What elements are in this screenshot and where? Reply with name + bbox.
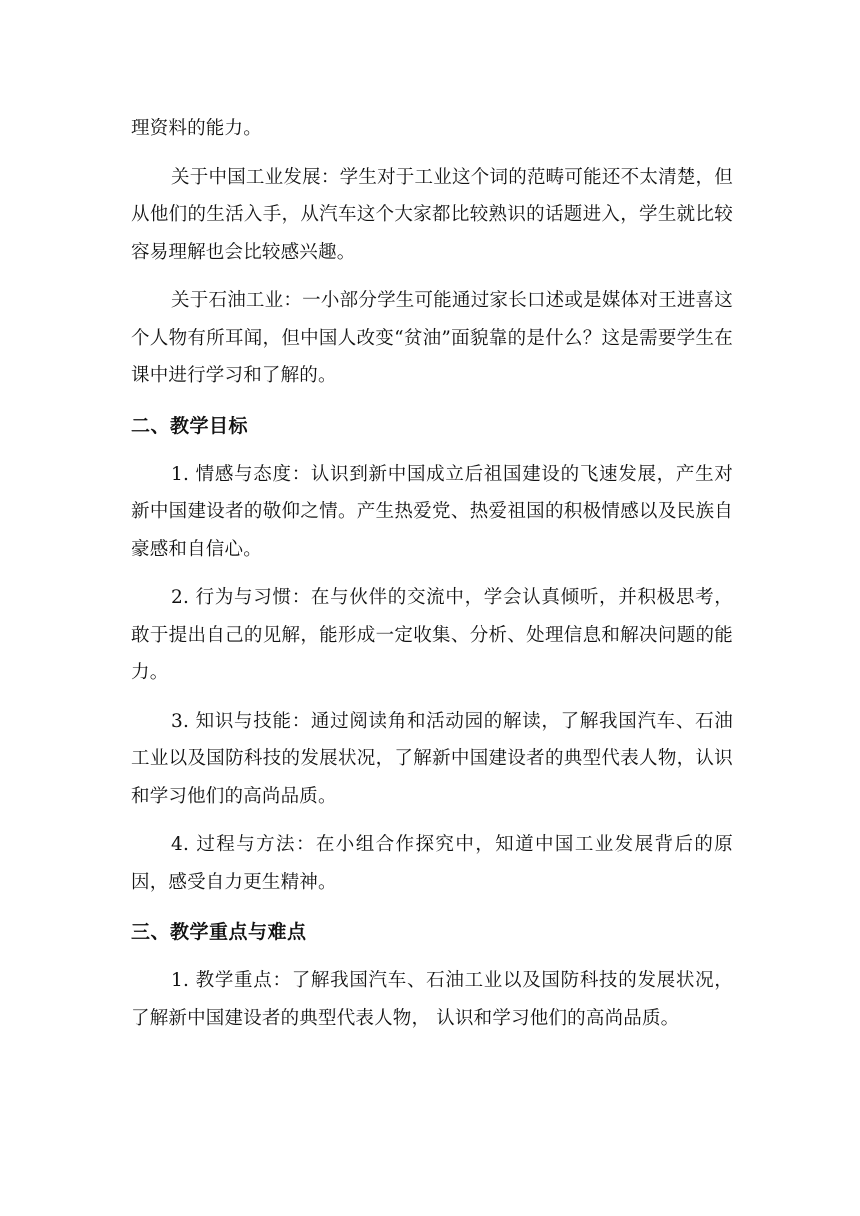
paragraph-continuation: 理资料的能力。	[131, 118, 262, 139]
paragraph-industry-development: 关于中国工业发展：学生对于工业这个词的范畴可能还不太清楚，但从他们的生活入手，从汽车这个大家都比较熟识的话题进入，学生就比较容易理解也会比较感兴趣。	[131, 166, 733, 263]
paragraph-petroleum-industry: 关于石油工业：一小部分学生可能通过家长口述或是媒体对王进喜这个人物有所耳闻，但中国人改变“贫油”面貌靠的是什么？这是需要学生在课中进行学习和了解的。	[131, 290, 733, 386]
goal-item-emotion: 1. 情感与态度：认识到新中国成立后祖国建设的飞速发展，产生对新中国建设者的敬仰之情。产生热爱党、热爱祖国的积极情感以及民族自豪感和自信心。	[131, 463, 733, 560]
key-point-item: 1. 教学重点：了解我国汽车、石油工业以及国防科技的发展状况，了解新中国建设者的典型代表人物， 认识和学习他们的高尚品质。	[131, 970, 733, 1029]
section-heading-key-points: 三、教学重点与难点	[131, 921, 307, 943]
document-body	[131, 110, 733, 1048]
goal-item-behavior: 2. 行为与习惯：在与伙伴的交流中，学会认真倾听，并积极思考，敢于提出自己的见解，能形成一定收集、分析、处理信息和解决问题的能力。	[131, 587, 733, 683]
section-heading-teaching-goals: 二、教学目标	[131, 414, 249, 437]
goal-item-process: 4. 过程与方法：在小组合作探究中，知道中国工业发展背后的原因，感受自力更生精神。	[131, 834, 733, 893]
goal-item-knowledge: 3. 知识与技能：通过阅读角和活动园的解读，了解我国汽车、石油工业以及国防科技的发展状况，了解新中国建设者的典型代表人物，认识和学习他们的高尚品质。	[131, 710, 733, 807]
